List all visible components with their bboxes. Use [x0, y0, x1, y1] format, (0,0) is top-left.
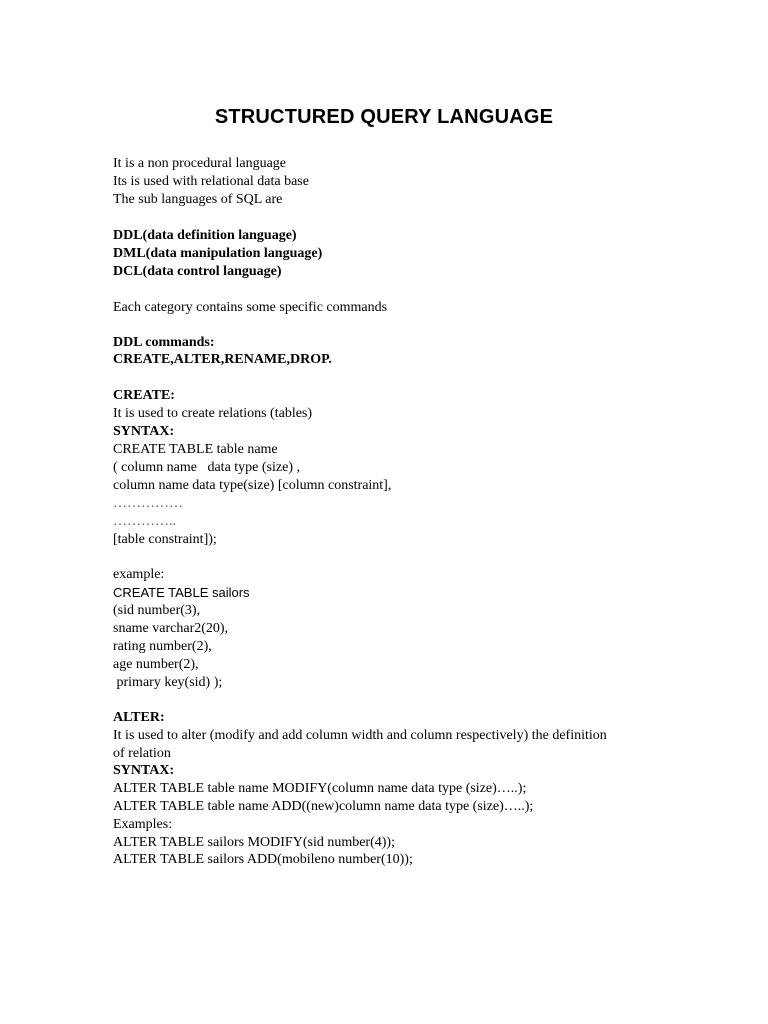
ddl-commands: CREATE,ALTER,RENAME,DROP.: [113, 352, 332, 367]
ddl-heading: DDL commands:: [113, 335, 215, 350]
create-syntax-line: column name data type(size) [column constraint],: [113, 478, 392, 493]
create-heading: CREATE:: [113, 388, 175, 403]
create-example-line: (sid number(3),: [113, 603, 201, 618]
create-example-line: age number(2),: [113, 657, 199, 672]
create-example-line: primary key(sid) );: [113, 675, 223, 690]
sublanguage-item: DDL(data definition language): [113, 228, 297, 243]
create-example-line: CREATE TABLE sailors: [113, 585, 250, 600]
page-title: STRUCTURED QUERY LANGUAGE: [214, 106, 554, 128]
alter-description: of relation: [113, 746, 171, 761]
create-syntax-ellipsis: …………..: [113, 514, 176, 529]
intro-line: Its is used with relational data base: [113, 174, 309, 189]
create-syntax-line: CREATE TABLE table name: [113, 442, 278, 457]
create-syntax-line: ( column name data type (size) ,: [113, 460, 300, 475]
alter-heading: ALTER:: [113, 710, 165, 725]
create-description: It is used to create relations (tables): [113, 406, 313, 421]
create-syntax-line: [table constraint]);: [113, 532, 217, 547]
category-note: Each category contains some specific commands: [113, 300, 388, 315]
intro-line: The sub languages of SQL are: [113, 192, 283, 207]
create-example-line: sname varchar2(20),: [113, 621, 229, 636]
alter-example-line: ALTER TABLE sailors MODIFY(sid number(4));: [113, 835, 395, 850]
sublanguage-item: DML(data manipulation language): [113, 246, 323, 261]
alter-description: It is used to alter (modify and add column width and column respectively) the definition: [113, 728, 607, 743]
create-syntax-label: SYNTAX:: [113, 424, 175, 439]
alter-syntax-line: ALTER TABLE table name MODIFY(column name data type (size)…..);: [113, 781, 527, 796]
alter-example-line: ALTER TABLE sailors ADD(mobileno number(10));: [113, 852, 413, 867]
alter-examples-label: Examples:: [113, 817, 173, 832]
create-syntax-ellipsis: ……………: [113, 496, 183, 511]
alter-syntax-line: ALTER TABLE table name ADD((new)column name data type (size)…..);: [113, 799, 534, 814]
sublanguage-item: DCL(data control language): [113, 264, 282, 279]
create-example-label: example:: [113, 567, 165, 582]
create-example-line: rating number(2),: [113, 639, 212, 654]
intro-line: It is a non procedural language: [113, 156, 286, 171]
alter-syntax-label: SYNTAX:: [113, 763, 175, 778]
